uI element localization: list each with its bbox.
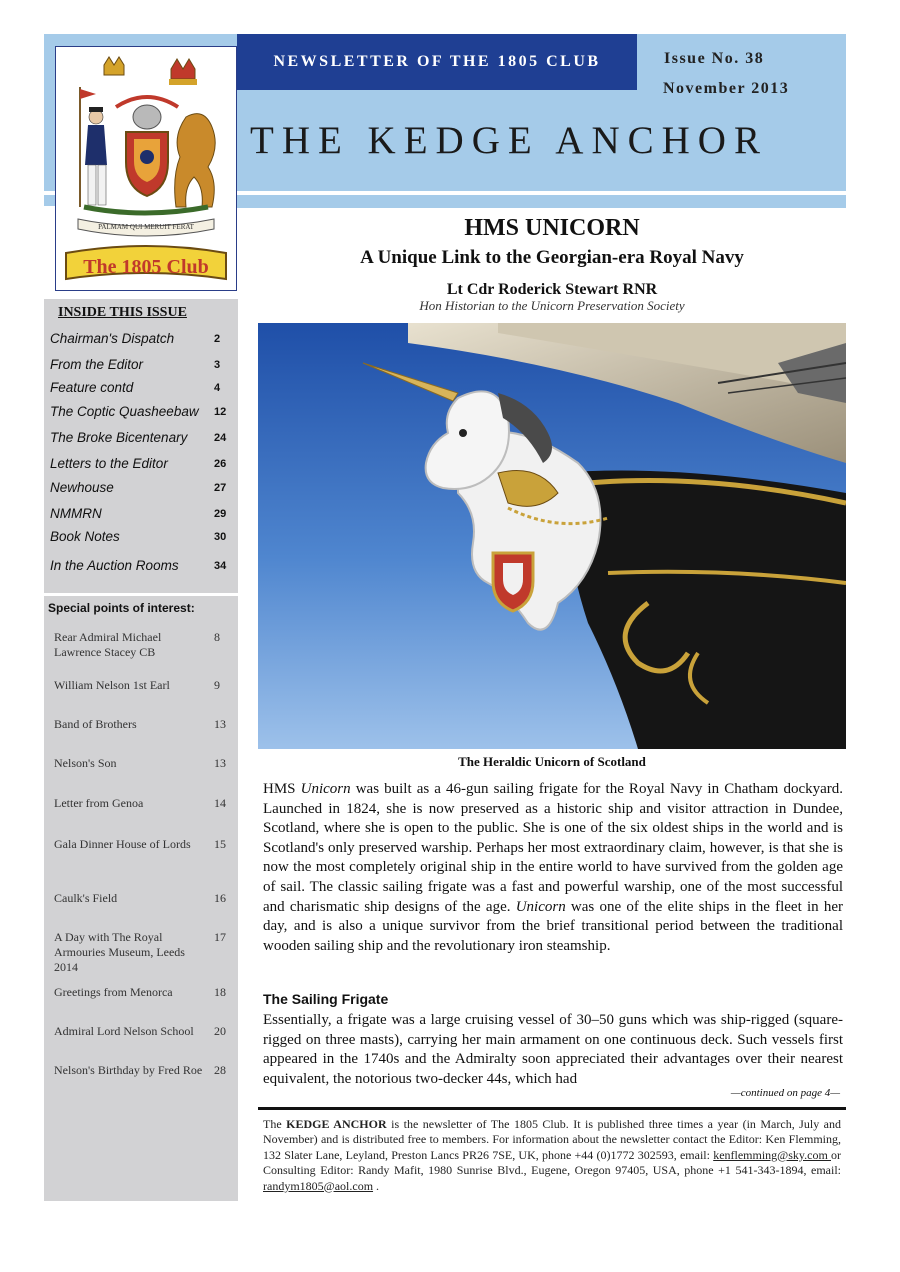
contents-item[interactable]: The Coptic Quasheebaw 12	[50, 404, 227, 419]
unicorn-figurehead-photo	[258, 323, 846, 749]
article-author-role: Hon Historian to the Unicorn Preservation Society	[419, 298, 685, 313]
masthead-rule-lower	[236, 196, 846, 208]
special-item[interactable]: Caulk's Field 16	[54, 891, 226, 905]
crest-banner: The 1805 Club	[83, 256, 209, 278]
section-heading: The Sailing Frigate	[263, 991, 389, 1007]
photo-caption: The Heraldic Unicorn of Scotland	[458, 754, 646, 769]
inside-issue-heading: INSIDE THIS ISSUE	[58, 305, 187, 320]
consulting-editor-email-link[interactable]: randym1805@aol.com	[263, 1178, 374, 1193]
special-item[interactable]: Rear Admiral Michael Lawrence Stacey CB 8	[54, 630, 220, 659]
footer-note: The KEDGE ANCHOR is the newsletter of The 1805 Club. It is published three times a year (in March, July and November) and is distributed free to members. For information about the newsletter contact the Editor: Ken Flemming, 132 Slater Lane, Leyland, Preston Lancs PR26 7SE, UK, phone +44 (0)1772 302593, email: kenflemming@sky.com or Consulting Editor: Randy Mafit, 1980 Sunrise Blvd., Eugene, Oregon 97405, USA, phone +1 541-343-1894, email: randym1805@aol.com .	[263, 1117, 841, 1193]
continued-note: —continued on page 4—	[730, 1087, 840, 1099]
article-subtitle: A Unique Link to the Georgian-era Royal Navy	[360, 247, 744, 268]
contents-item[interactable]: NMMRN 29	[50, 506, 227, 521]
contents-item[interactable]: From the Editor 3	[50, 357, 221, 372]
unicorn-figurehead-icon	[258, 323, 846, 749]
special-item[interactable]: Nelson's Birthday by Fred Roe 28	[54, 1063, 226, 1077]
article-paragraph-1: HMS Unicorn was built as a 46-gun sailing frigate for the Royal Navy in Chatham dockyard. Launched in 1824, she is now preserved as a historic ship and visitor attraction in Dundee, Scotland, where she is open to the public. She is one of the six oldest ships in the world and is Scotland's only preserved warship. Perhaps her most extraordinary claim, however, is that she is now the most completely original ship in the entire world to have survived from the golden age of sail. The classic sailing frigate was a fast and powerful warship, one of the most successful and charismatic ship designs of the age. Unicorn was one of the elite ships in the fleet in her day, and is also a unique survivor from the brief transitional period between the traditional wooden sailing ship and the revolutionary iron steamship.	[263, 781, 843, 954]
special-item[interactable]: A Day with The Royal Armouries Museum, Leeds 2014 17	[54, 930, 226, 974]
newsletter-band: NEWSLETTER OF THE 1805 CLUB	[237, 34, 637, 90]
special-item[interactable]: William Nelson 1st Earl 9	[54, 678, 220, 692]
contents-item[interactable]: Chairman's Dispatch 2	[50, 331, 221, 346]
article-author: Lt Cdr Roderick Stewart RNR	[446, 281, 658, 298]
club-crest	[55, 46, 237, 291]
special-item[interactable]: Band of Brothers 13	[54, 717, 226, 731]
article-paragraph-2: Essentially, a frigate was a large cruising vessel of 30–50 guns which was ship-rigged (square-rigged on three masts), carrying her main armament on one continuous deck. Such vessels first appeared in the 1740s and the Admiralty soon appreciated their advantages over their nearest equivalent, the notorious two-decker 44s, which had	[263, 1012, 843, 1087]
special-item[interactable]: Nelson's Son 13	[54, 756, 226, 770]
article-title: HMS UNICORN	[464, 215, 640, 241]
contents-item[interactable]: Letters to the Editor 26	[50, 456, 227, 471]
editor-email-link[interactable]: kenflemming@sky.com	[713, 1147, 831, 1162]
issue-number: Issue No. 38	[664, 50, 765, 67]
footer-rule	[258, 1107, 846, 1110]
special-item[interactable]: Admiral Lord Nelson School 20	[54, 1024, 226, 1038]
contents-item[interactable]: The Broke Bicentenary 24	[50, 430, 227, 445]
issue-date: November 2013	[663, 80, 790, 97]
sidebar-divider	[44, 593, 238, 596]
contents-item[interactable]: Feature contd 4	[50, 380, 221, 395]
contents-item[interactable]: Book Notes 30	[50, 529, 227, 544]
contents-item[interactable]: In the Auction Rooms 34	[50, 558, 227, 573]
sidebar	[44, 299, 238, 1201]
crest-motto: PALMAM QUI MERUIT FERAT	[98, 223, 194, 231]
special-item[interactable]: Gala Dinner House of Lords 15	[54, 837, 226, 851]
special-points-heading: Special points of interest:	[48, 601, 195, 615]
special-item[interactable]: Greetings from Menorca 18	[54, 985, 226, 999]
newsletter-title: THE KEDGE ANCHOR	[250, 119, 768, 162]
crest-icon	[56, 47, 236, 290]
special-item[interactable]: Letter from Genoa 14	[54, 796, 226, 810]
contents-item[interactable]: Newhouse 27	[50, 480, 227, 495]
